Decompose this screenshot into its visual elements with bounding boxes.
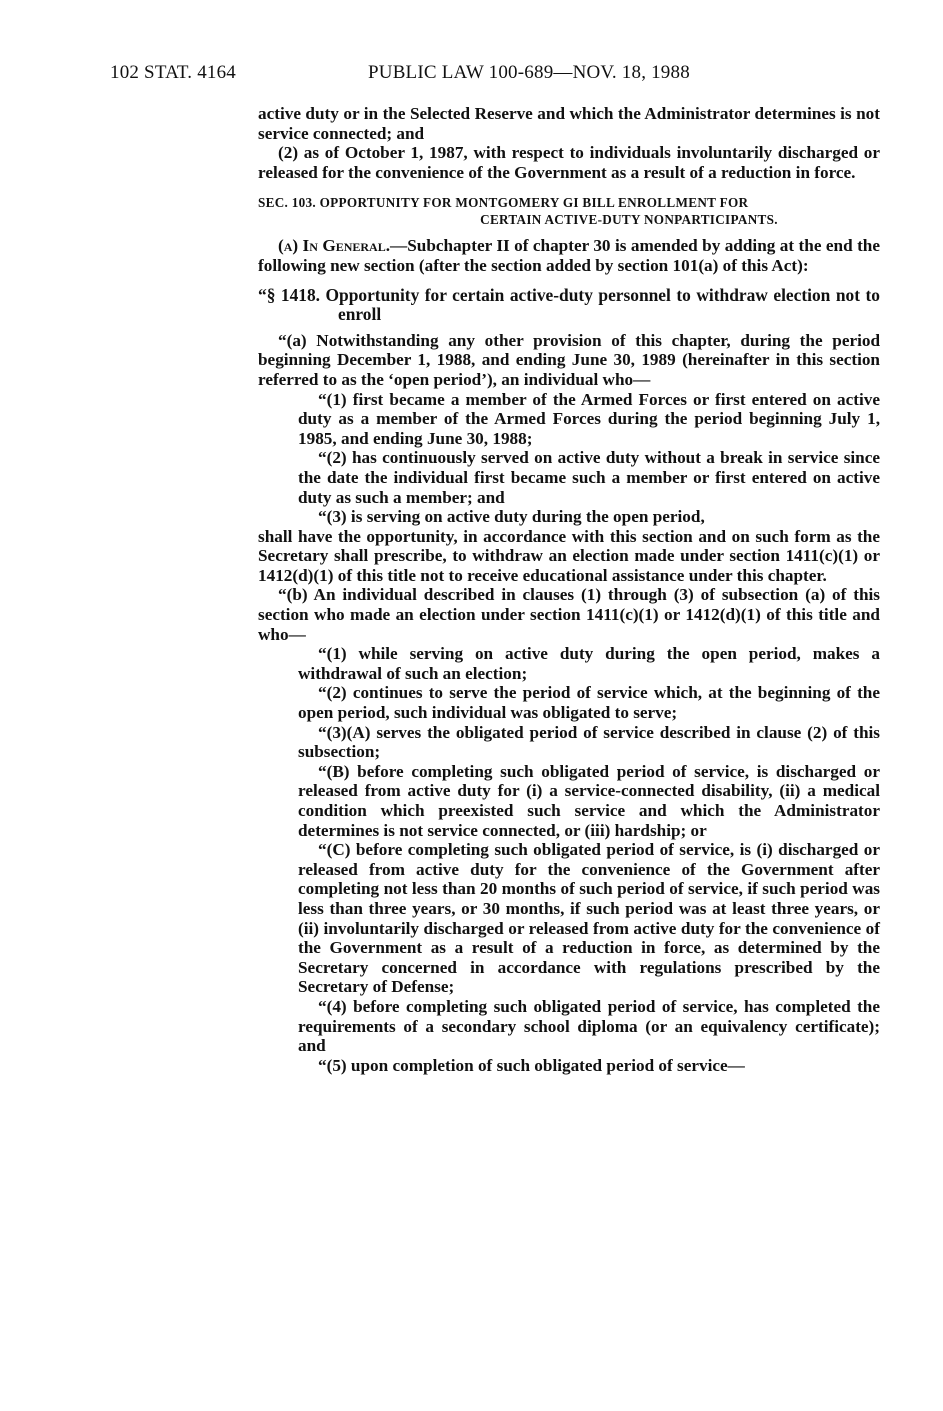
- section-heading-line-2: CERTAIN ACTIVE-DUTY NONPARTICIPANTS.: [480, 212, 778, 228]
- paragraph-in-general: [258, 236, 880, 275]
- subsection-b-clause-5: “(5) upon completion of such obligated period of service—: [318, 1055, 745, 1075]
- subsection-a-clause-2: “(2) has continuously served on active duty without a break in service since the date the individual first became such a member or first entered on active duty as such a member; and: [298, 448, 880, 507]
- section-1418-title: “§ 1418. Opportunity for certain active-duty personnel to withdraw election not to enroll: [258, 284, 880, 325]
- document-body: [258, 104, 880, 1075]
- subsection-a-tail: shall have the opportunity, in accordance with this section and on such form as the Secretary shall prescribe, to withdraw an election made under section 1411(c)(1) or 1412(d)(1) of this title not to receive educational assistance under this chapter.: [258, 526, 880, 585]
- paragraph-continuation: active duty or in the Selected Reserve and which the Administrator determines is not service connected; and: [258, 104, 880, 143]
- subsection-b-intro: “(b) An individual described in clauses (1) through (3) of subsection (a) of this section who made an election under section 1411(c)(1) or 1412(d)(1) of this title and who—: [258, 585, 880, 644]
- in-general-text: —Subchapter II of chapter 30 is amended by adding at the end the following new section (after the section added by section 101(a) of this Act):: [258, 236, 880, 275]
- section-heading-line-1: SEC. 103. OPPORTUNITY FOR MONTGOMERY GI BILL ENROLLMENT FOR: [258, 195, 749, 211]
- subsection-b-clause-4: “(4) before completing such obligated period of service, has completed the requirements of a secondary school diploma (or an equivalency certificate); and: [298, 996, 880, 1056]
- subsection-a-intro: “(a) Notwithstanding any other provision of this chapter, during the period beginning December 1, 1988, and ending June 30, 1989 (hereinafter in this section referred to as the ‘open period’), an individual who—: [258, 330, 880, 389]
- subsection-b-clause-1: “(1) while serving on active duty during the open period, makes a withdrawal of such an election;: [298, 644, 880, 683]
- subsection-b-clause-2: “(2) continues to serve the period of service which, at the beginning of the open period, such individual was obligated to serve;: [298, 683, 880, 723]
- in-general-label: (a) In General.: [278, 236, 391, 256]
- subsection-a-clause-3: “(3) is serving on active duty during the open period,: [318, 507, 705, 527]
- subsection-b-clause-3a: “(3)(A) serves the obligated period of service described in clause (2) of this subsection;: [298, 722, 880, 762]
- statute-page-number: 102 STAT. 4164: [110, 62, 237, 83]
- public-law-citation: PUBLIC LAW 100-689—NOV. 18, 1988: [368, 62, 690, 83]
- subsection-b-clause-3b: “(B) before completing such obligated period of service, is discharged or released from active duty for (i) a service-connected disability, (ii) a medical condition which preexisted such service and which the Administrator determines is not service connected, or (iii) hardship; or: [298, 761, 880, 840]
- paragraph-clause-2: (2) as of October 1, 1987, with respect to individuals involuntarily discharged or released for the convenience of the Government as a result of a reduction in force.: [258, 143, 880, 182]
- subsection-a-clause-1: “(1) first became a member of the Armed Forces or first entered on active duty as a member of the Armed Forces during the period beginning July 1, 1985, and ending June 30, 1988;: [298, 389, 880, 448]
- section-103-heading: [258, 194, 880, 228]
- subsection-b-clause-3c: “(C) before completing such obligated period of service, is (i) discharged or released from active duty for the convenience of the Government after completing not less than 20 months of such period of service, if such period was less than three years, or 30 months, if such period was at least three years, or (ii) involuntarily discharged or released from active duty for the convenience of the Government as a result of a reduction in force, as determined by the Secretary concerned in accordance with regulations prescribed by the Secretary of Defense;: [298, 840, 880, 997]
